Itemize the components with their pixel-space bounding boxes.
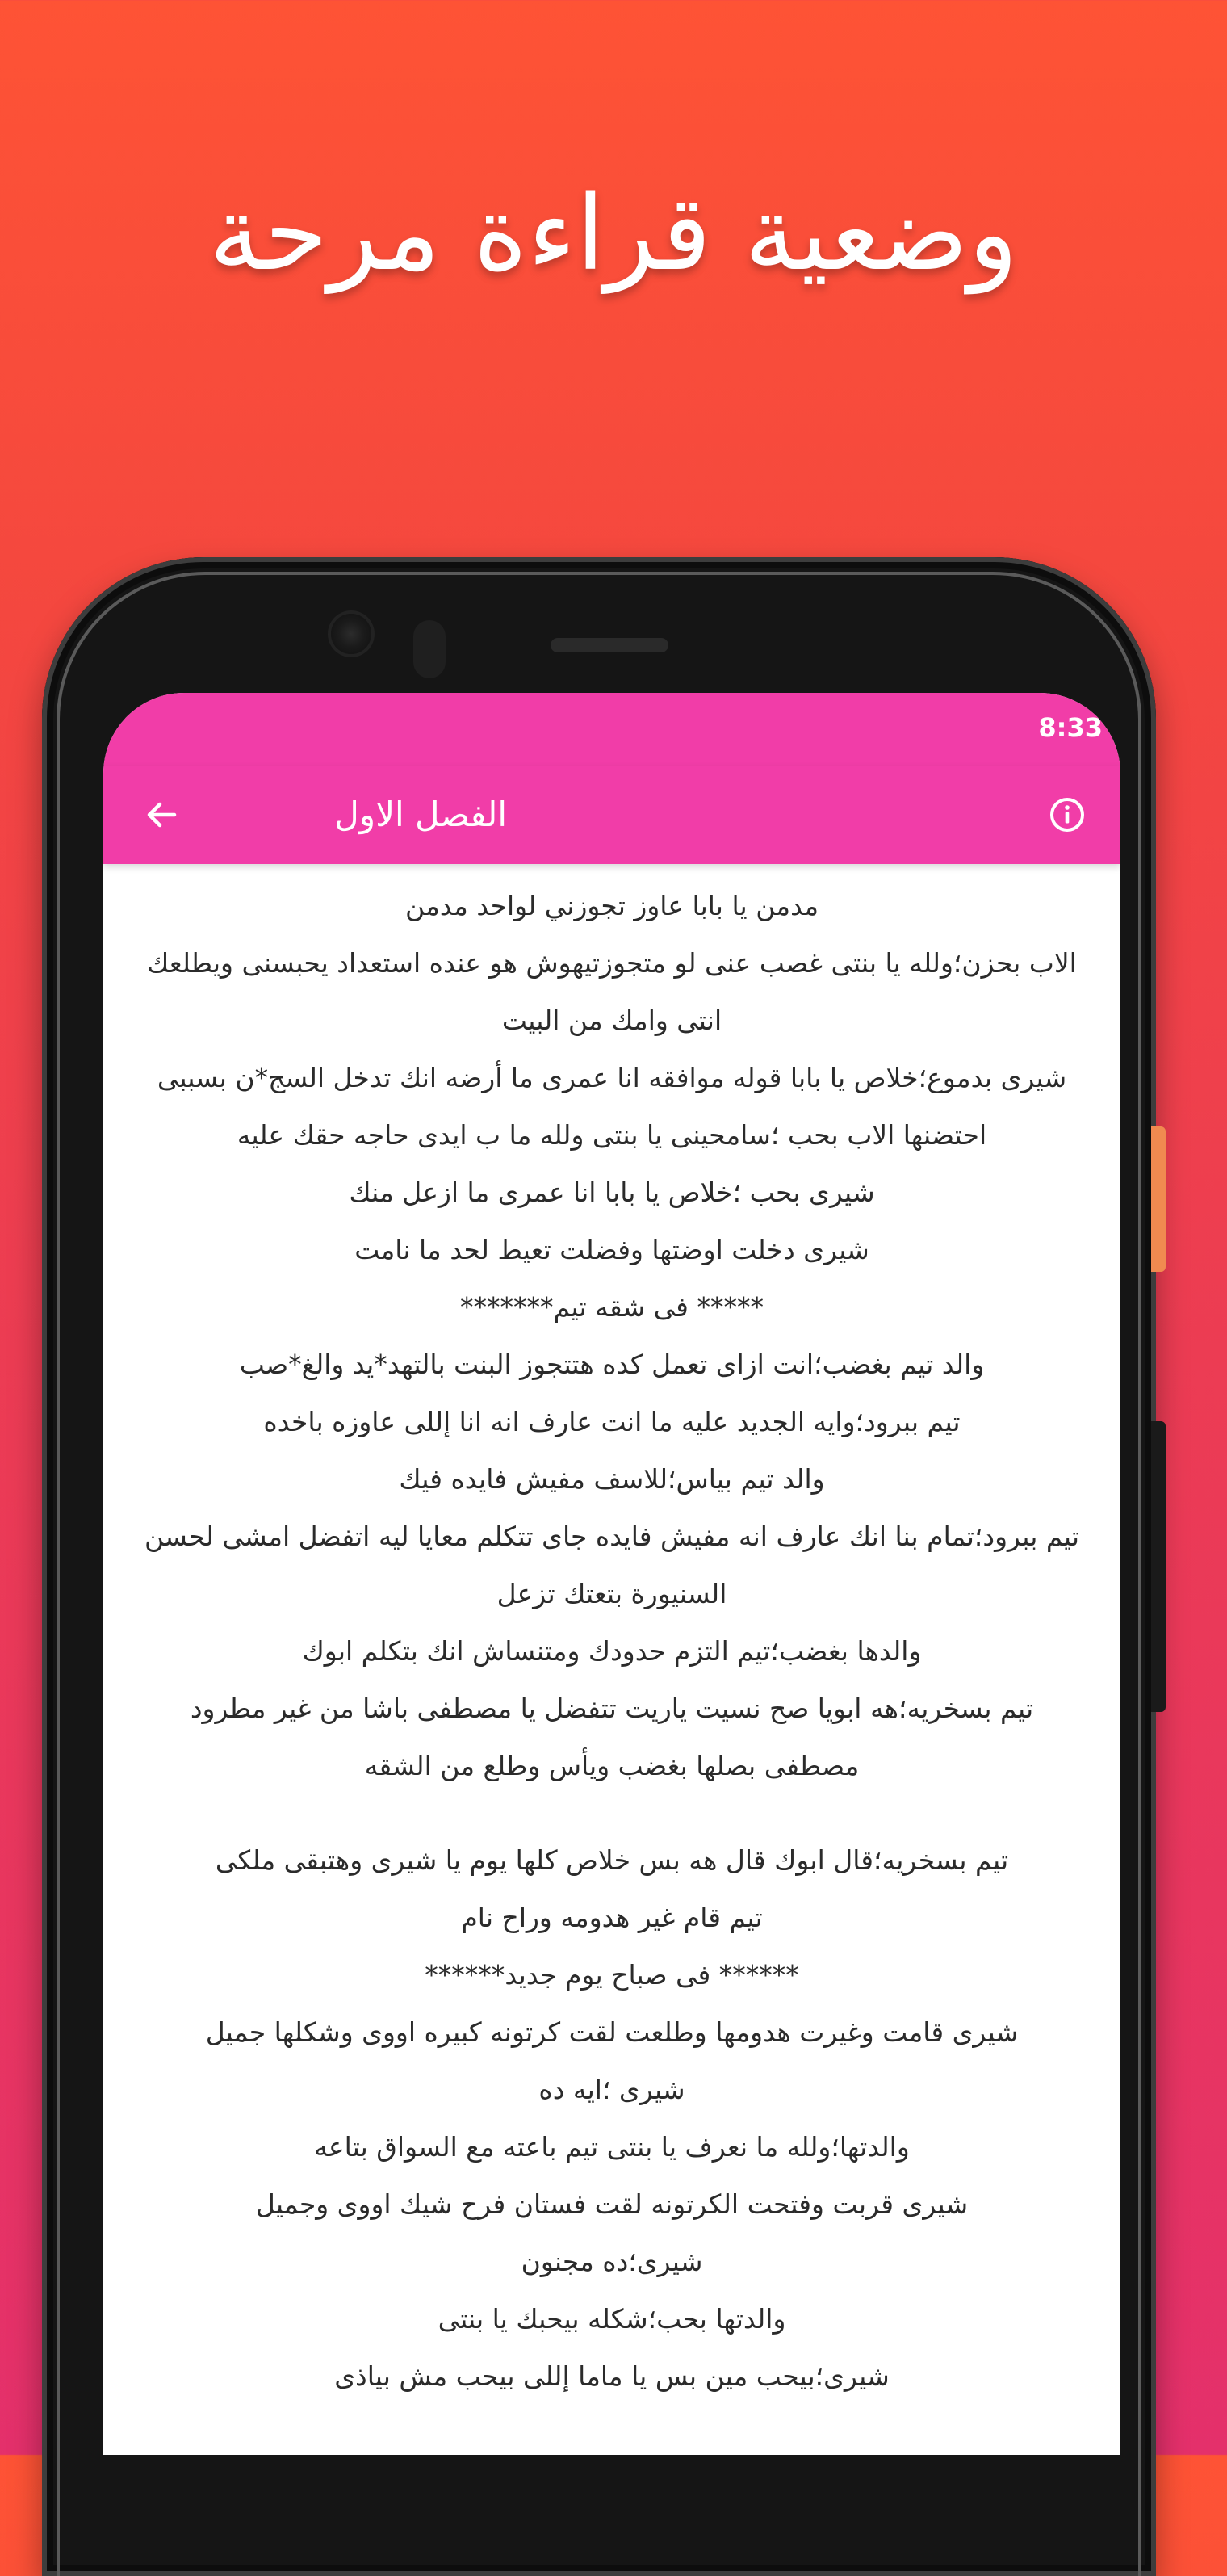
paragraph: تيم ببرود؛وايه الجديد عليه ما انت عارف انه انا إللى عاوزه باخده (263, 1406, 961, 1437)
phone-power-button (1151, 1421, 1166, 1712)
paragraph: شيرى بحب ؛خلاص يا بابا انا عمرى ما ازعل منك (349, 1177, 875, 1208)
phone-volume-button (1151, 1126, 1166, 1272)
paragraph: مدمن يا بابا عاوز تجوزني لواحد مدمن (404, 890, 819, 921)
paragraph: والدتها؛ولله ما نعرف يا بنتى تيم باعته مع السواق بتاعه (314, 2131, 910, 2163)
paragraph: الاب بحزن؛ولله يا بنتى غصب عنى لو متجوزتيهوش هو عنده استعداد يحبسنى ويطلعك انتى وامك من البيت (147, 947, 1077, 1036)
paragraph: شيرى بدموع؛خلاص يا بابا قوله موافقه انا عمرى ما أرضه انك تدخل السج*ن بسببى (157, 1062, 1067, 1093)
status-bar (103, 693, 1120, 766)
paragraph: والد تيم بغضب؛انت ازاى تعمل كده هتتجوز البنت بالتهد*يد والغ*صب (239, 1349, 985, 1380)
chapter-text (128, 877, 1096, 2405)
info-icon[interactable] (1049, 797, 1085, 833)
paragraph: شيرى قربت وفتحت الكرتونه لقت فستان فرح شيك اووى وجميل (255, 2188, 969, 2220)
proximity-sensor (413, 620, 446, 678)
paragraph: شيرى؛ده مجنون (521, 2246, 703, 2277)
arrow-back-icon[interactable] (142, 795, 181, 834)
front-camera-icon (331, 614, 371, 654)
app-bar (103, 766, 1120, 864)
status-time: 8:33 (1038, 712, 1103, 743)
paragraph: تيم بسخريه؛هه ابويا صح نسيت ياريت تتفضل يا مصطفى باشا من غير مطرود (190, 1693, 1034, 1724)
earpiece-speaker (551, 638, 668, 652)
paragraph: تيم قام غير هدومه وراح نام (461, 1902, 763, 1933)
paragraph-spacer (128, 1794, 1096, 1831)
promo-headline: وضعية قراءة مرحة (208, 174, 1019, 294)
paragraph: شيرى؛بيحب مين بس يا ماما إللى بيحب مش بياذى (334, 2360, 890, 2392)
paragraph: شيرى قامت وغيرت هدومها وطلعت لقت كرتونه كبيره اووى وشكلها جميل (205, 2016, 1019, 2048)
phone-screen (103, 693, 1120, 2455)
paragraph: والدها بغضب؛تيم التزم حدودك ومتنساش انك بتكلم ابوك (302, 1635, 922, 1667)
paragraph: تيم ببرود؛تمام بنا انك عارف انه مفيش فايده جاى تتكلم معايا ليه اتفضل امشى لحسن السنيورة بتعتك تزعل (144, 1521, 1079, 1609)
chapter-title: الفصل الاول (334, 795, 507, 834)
paragraph: شيرى ؛ايه ده (538, 2074, 685, 2105)
paragraph: ****** فى صباح يوم جديد****** (425, 1959, 799, 1991)
paragraph: احتضنها الاب بحب ؛سامحينى يا بنتى ولله ما ب ايدى حاجه حقك عليه (237, 1119, 987, 1151)
paragraph: والدتها بحب؛شكله بيحبك يا بنتى (438, 2303, 786, 2335)
paragraph: تيم بسخريه؛قال ابوك قال هه بس خلاص كلها يوم يا شيرى وهتبقى ملكى (215, 1844, 1009, 1876)
paragraph: والد تيم بياس؛للاسف مفيش فايده فيك (399, 1463, 825, 1495)
paragraph: ***** فى شقه تيم******* (460, 1291, 764, 1323)
paragraph: شيرى دخلت اوضتها وفضلت تعيط لحد ما نامت (354, 1234, 869, 1265)
paragraph: مصطفى بصلها بغضب ويأس وطلع من الشقه (364, 1750, 860, 1781)
